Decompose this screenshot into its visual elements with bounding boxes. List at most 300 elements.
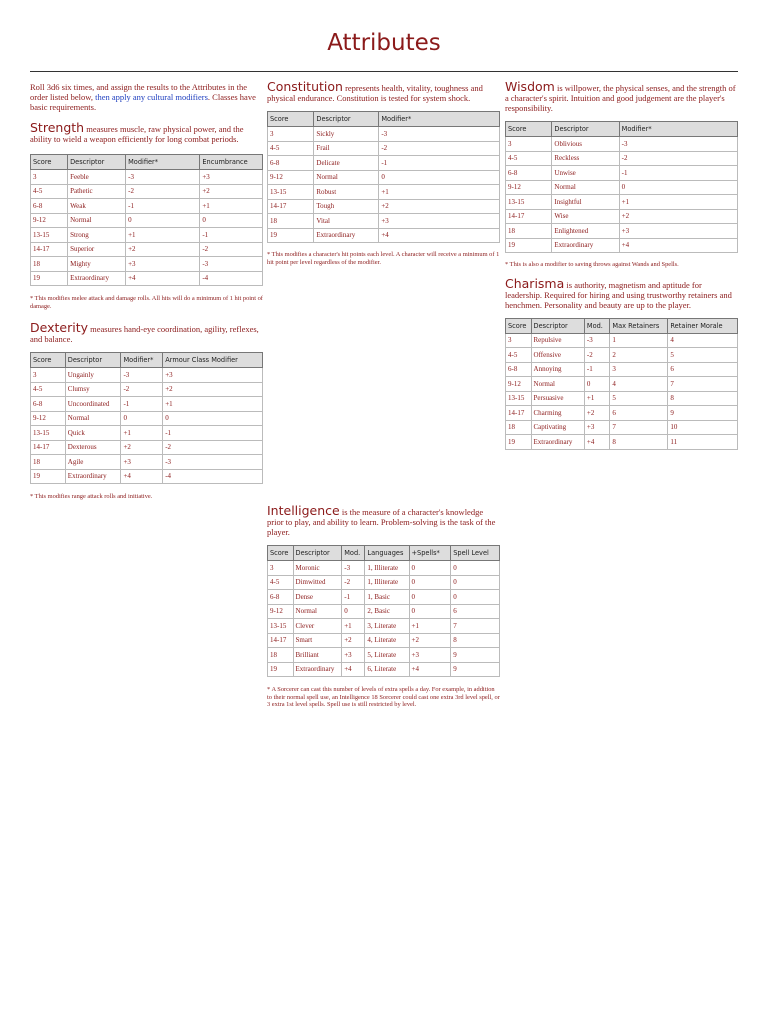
intelligence-note: * A Sorcerer can cast this number of levels of extra spells a day. For example, in addition to their normal spell use, an Intelligence 18 Sorcerer could cast one extra 3rd level spell, or 3 extra 1st level spells. Spell use is still restricted by level. (267, 686, 500, 709)
table-cell: 6-8 (506, 166, 552, 181)
table-cell: 0 (121, 411, 163, 426)
table-cell: 3 (610, 362, 668, 377)
table-cell: 18 (506, 224, 552, 239)
table-cell: 9-12 (268, 604, 294, 619)
table-cell: 19 (506, 238, 552, 253)
column-right (505, 79, 738, 450)
table-cell: 13-15 (268, 185, 314, 200)
table-row (268, 141, 500, 156)
constitution-header-row (268, 112, 500, 127)
table-cell: Normal (293, 604, 342, 619)
table-cell: -1 (121, 397, 163, 412)
table-row (506, 224, 738, 239)
intelligence-table (267, 545, 500, 677)
table-cell: Mighty (68, 257, 126, 272)
table-cell: Delicate (314, 156, 379, 171)
table-row (268, 561, 500, 576)
table-cell: Unwise (552, 166, 619, 181)
column-header: Retainer Morale (668, 318, 738, 333)
table-cell: +2 (409, 633, 451, 648)
table-cell: Sickly (314, 127, 379, 142)
table-row (506, 377, 738, 392)
table-cell: +4 (121, 469, 163, 484)
intelligence-section (267, 503, 500, 538)
table-cell: 19 (31, 469, 66, 484)
table-row (506, 180, 738, 195)
table-row (506, 420, 738, 435)
strength-description: measures muscle, raw physical power, and the ability to wield a weapon efficiently for long combat periods. (30, 124, 244, 144)
table-cell: Tough (314, 199, 379, 214)
column-header: Modifier* (121, 353, 163, 368)
table-cell: -1 (619, 166, 737, 181)
table-cell: +4 (584, 435, 610, 450)
table-cell: +3 (409, 648, 451, 663)
table-cell: 6-8 (31, 199, 68, 214)
table-cell: -1 (200, 228, 263, 243)
column-header: Mod. (584, 318, 610, 333)
title-divider (30, 71, 738, 72)
table-cell: Repulsive (531, 333, 584, 348)
table-cell: Pathetic (68, 184, 126, 199)
table-cell: +2 (121, 440, 163, 455)
table-cell: 19 (31, 271, 68, 286)
table-cell: 0 (451, 575, 500, 590)
table-row (31, 228, 263, 243)
table-cell: Extraordinary (314, 228, 379, 243)
table-cell: Annoying (531, 362, 584, 377)
table-cell: +1 (342, 619, 365, 634)
table-row (506, 391, 738, 406)
table-cell: 0 (409, 604, 451, 619)
column-header: +Spells* (409, 546, 451, 561)
table-cell: +3 (619, 224, 737, 239)
table-cell: -3 (584, 333, 610, 348)
table-cell: Agile (65, 455, 121, 470)
table-row (268, 662, 500, 677)
column-header: Score (268, 546, 294, 561)
table-cell: Dexterous (65, 440, 121, 455)
table-cell: 1, Illiterate (365, 575, 409, 590)
table-row (31, 271, 263, 286)
wisdom-header-row (506, 122, 738, 137)
table-cell: 4-5 (506, 348, 532, 363)
column-header: Score (506, 318, 532, 333)
table-cell: 1 (610, 333, 668, 348)
table-cell: 4 (668, 333, 738, 348)
table-cell: +3 (200, 170, 263, 185)
table-cell: +1 (121, 426, 163, 441)
table-row (506, 166, 738, 181)
table-cell: 14-17 (268, 199, 314, 214)
table-cell: -1 (379, 156, 500, 171)
constitution-heading: Constitution (267, 79, 343, 94)
column-header: Modifier* (619, 122, 737, 137)
table-cell: +4 (126, 271, 200, 286)
charisma-header-row (506, 318, 738, 333)
table-cell: 19 (268, 228, 314, 243)
table-cell: Extraordinary (531, 435, 584, 450)
column-header: Spell Level (451, 546, 500, 561)
table-cell: -2 (163, 440, 263, 455)
table-cell: Moronic (293, 561, 342, 576)
table-cell: +2 (619, 209, 737, 224)
strength-note: * This modifies melee attack and damage rolls. All hits will do a minimum of 1 hit point of damage. (30, 295, 263, 310)
table-cell: 8 (610, 435, 668, 450)
table-cell: 0 (163, 411, 263, 426)
table-cell: -3 (200, 257, 263, 272)
table-cell: -2 (121, 382, 163, 397)
table-cell: 18 (268, 214, 314, 229)
table-cell: 3 (506, 137, 552, 152)
table-cell: 0 (409, 590, 451, 605)
table-cell: -3 (126, 170, 200, 185)
table-row (268, 619, 500, 634)
column-middle (267, 79, 500, 709)
table-cell: +1 (200, 199, 263, 214)
table-cell: 9 (451, 662, 500, 677)
column-header: Score (268, 112, 314, 127)
table-cell: Superior (68, 242, 126, 257)
table-cell: -1 (342, 590, 365, 605)
dexterity-table (30, 352, 263, 484)
table-row (268, 604, 500, 619)
intelligence-header-row (268, 546, 500, 561)
table-cell: Persuasive (531, 391, 584, 406)
table-row (31, 455, 263, 470)
column-header: Modifier* (126, 155, 200, 170)
table-row (31, 469, 263, 484)
table-cell: 5, Literate (365, 648, 409, 663)
table-row (506, 209, 738, 224)
table-row (268, 575, 500, 590)
wisdom-description: is willpower, the physical senses, and the strength of a character's spirit. Intuition and good judgement are the player's responsibility. (505, 83, 736, 113)
constitution-table (267, 111, 500, 243)
table-cell: +1 (163, 397, 263, 412)
table-row (31, 242, 263, 257)
table-cell: +2 (163, 382, 263, 397)
table-cell: 4-5 (506, 151, 552, 166)
dexterity-description: measures hand-eye coordination, agility, reflexes, and balance. (30, 324, 259, 345)
table-row (506, 137, 738, 152)
table-row (31, 397, 263, 412)
table-cell: 19 (268, 662, 294, 677)
table-cell: 10 (668, 420, 738, 435)
table-cell: -4 (163, 469, 263, 484)
table-cell: 8 (451, 633, 500, 648)
table-cell: Vital (314, 214, 379, 229)
table-cell: Robust (314, 185, 379, 200)
table-cell: 6 (451, 604, 500, 619)
table-cell: +2 (342, 633, 365, 648)
table-cell: Reckless (552, 151, 619, 166)
charisma-heading: Charisma (505, 275, 565, 291)
column-header: Mod. (342, 546, 365, 561)
table-row (506, 435, 738, 450)
table-cell: Insightful (552, 195, 619, 210)
table-cell: 4-5 (31, 382, 66, 397)
table-cell: 7 (610, 420, 668, 435)
dexterity-header-row (31, 353, 263, 368)
table-row (268, 170, 500, 185)
table-cell: +4 (409, 662, 451, 677)
strength-table (30, 154, 263, 286)
table-cell: 0 (451, 590, 500, 605)
table-row (268, 633, 500, 648)
table-row (31, 184, 263, 199)
table-cell: -4 (200, 271, 263, 286)
strength-header-row (31, 155, 263, 170)
page-title: Attributes (327, 30, 441, 56)
table-cell: +3 (342, 648, 365, 663)
table-row (31, 440, 263, 455)
table-cell: 6, Literate (365, 662, 409, 677)
table-cell: 7 (451, 619, 500, 634)
table-cell: 0 (200, 213, 263, 228)
table-cell: 14-17 (268, 633, 294, 648)
intro-paragraph (30, 82, 263, 112)
table-cell: -3 (121, 368, 163, 383)
table-cell: -3 (163, 455, 263, 470)
table-cell: Normal (68, 213, 126, 228)
table-cell: +1 (409, 619, 451, 634)
intro-text-end: . Classes have basic requirements. (30, 92, 256, 112)
table-row (506, 406, 738, 421)
table-row (268, 590, 500, 605)
column-header: Descriptor (293, 546, 342, 561)
table-cell: 1, Basic (365, 590, 409, 605)
table-cell: 11 (668, 435, 738, 450)
wisdom-section (505, 79, 738, 113)
table-cell: -2 (379, 141, 500, 156)
table-row (31, 170, 263, 185)
table-row (268, 228, 500, 243)
table-cell: 14-17 (31, 440, 66, 455)
table-cell: -3 (619, 137, 737, 152)
table-cell: 9-12 (31, 213, 68, 228)
table-row (268, 214, 500, 229)
column-header: Descriptor (531, 318, 584, 333)
table-cell: 4-5 (31, 184, 68, 199)
intelligence-heading: Intelligence (267, 503, 340, 519)
table-row (506, 348, 738, 363)
table-row (31, 368, 263, 383)
table-cell: 13-15 (31, 426, 66, 441)
table-cell: -1 (584, 362, 610, 377)
table-cell: -3 (342, 561, 365, 576)
table-cell: Offensive (531, 348, 584, 363)
table-cell: 13-15 (506, 195, 552, 210)
table-cell: 13-15 (31, 228, 68, 243)
table-cell: 18 (506, 420, 532, 435)
charisma-description: is authority, magnetism and aptitude for leadership. Required for hiring and using trustworthy retainers and henchmen. Personality and beauty are up to the player. (505, 279, 732, 310)
column-header: Encumbrance (200, 155, 263, 170)
table-cell: +2 (379, 199, 500, 214)
table-cell: Frail (314, 141, 379, 156)
strength-heading: Strength (30, 120, 85, 135)
table-cell: 7 (668, 377, 738, 392)
table-row (268, 648, 500, 663)
table-cell: 0 (126, 213, 200, 228)
strength-section (30, 120, 263, 144)
column-header: Modifier* (379, 112, 500, 127)
intelligence-description: is the measure of a character's knowledge prior to play, and ability to learn. Problem-solving is the task of the player. (267, 507, 496, 538)
column-header: Score (31, 155, 68, 170)
table-cell: Wise (552, 209, 619, 224)
table-cell: -2 (584, 348, 610, 363)
table-cell: 9-12 (31, 411, 66, 426)
table-cell: +1 (619, 195, 737, 210)
wisdom-heading: Wisdom (505, 79, 555, 94)
table-cell: -2 (126, 184, 200, 199)
table-cell: 0 (409, 561, 451, 576)
table-cell: Clever (293, 619, 342, 634)
table-cell: Dense (293, 590, 342, 605)
table-row (268, 156, 500, 171)
column-header: Score (31, 353, 66, 368)
table-cell: 9 (451, 648, 500, 663)
column-left (30, 82, 263, 501)
table-cell: +3 (163, 368, 263, 383)
table-cell: +4 (379, 228, 500, 243)
column-header: Descriptor (65, 353, 121, 368)
table-cell: -3 (379, 127, 500, 142)
table-cell: +3 (379, 214, 500, 229)
table-cell: Feeble (68, 170, 126, 185)
table-cell: 0 (619, 180, 737, 195)
table-cell: 6 (668, 362, 738, 377)
table-cell: +1 (584, 391, 610, 406)
table-cell: 18 (31, 455, 66, 470)
table-cell: 14-17 (506, 406, 532, 421)
table-cell: 6-8 (31, 397, 66, 412)
column-header: Max Retainers (610, 318, 668, 333)
table-row (31, 411, 263, 426)
table-cell: -2 (619, 151, 737, 166)
table-cell: -1 (126, 199, 200, 214)
table-cell: Clumsy (65, 382, 121, 397)
table-cell: Enlightened (552, 224, 619, 239)
table-cell: +4 (342, 662, 365, 677)
table-cell: Dimwitted (293, 575, 342, 590)
table-cell: 4 (610, 377, 668, 392)
table-cell: 9-12 (506, 377, 532, 392)
table-cell: 5 (610, 391, 668, 406)
table-cell: Charming (531, 406, 584, 421)
charisma-section (505, 275, 738, 310)
table-cell: Normal (65, 411, 121, 426)
table-row (268, 199, 500, 214)
constitution-section (267, 79, 500, 103)
table-row (506, 333, 738, 348)
table-row (506, 238, 738, 253)
table-cell: Normal (552, 180, 619, 195)
table-row (506, 195, 738, 210)
constitution-description: represents health, vitality, toughness and physical endurance. Constitution is tested for system shock. (267, 83, 483, 103)
table-cell: 14-17 (506, 209, 552, 224)
table-cell: 0 (342, 604, 365, 619)
table-cell: -2 (342, 575, 365, 590)
table-cell: Normal (531, 377, 584, 392)
table-cell: +3 (584, 420, 610, 435)
table-cell: 4-5 (268, 141, 314, 156)
column-header: Languages (365, 546, 409, 561)
table-cell: 5 (668, 348, 738, 363)
table-cell: Brilliant (293, 648, 342, 663)
wisdom-table (505, 121, 738, 253)
table-cell: 0 (409, 575, 451, 590)
table-cell: -1 (163, 426, 263, 441)
table-cell: +3 (121, 455, 163, 470)
table-cell: 6 (610, 406, 668, 421)
table-cell: 4-5 (268, 575, 294, 590)
table-row (31, 382, 263, 397)
column-header: Descriptor (68, 155, 126, 170)
table-cell: 8 (668, 391, 738, 406)
table-cell: 13-15 (506, 391, 532, 406)
table-cell: 2 (610, 348, 668, 363)
table-row (31, 213, 263, 228)
table-row (506, 362, 738, 377)
table-cell: 0 (379, 170, 500, 185)
table-cell: Ungainly (65, 368, 121, 383)
table-cell: Extraordinary (293, 662, 342, 677)
table-cell: 3 (506, 333, 532, 348)
table-cell: 6-8 (268, 156, 314, 171)
table-cell: 6-8 (506, 362, 532, 377)
table-cell: Quick (65, 426, 121, 441)
dexterity-heading: Dexterity (30, 320, 88, 336)
table-cell: 3 (31, 368, 66, 383)
table-cell: 19 (506, 435, 532, 450)
table-cell: Strong (68, 228, 126, 243)
table-cell: +1 (126, 228, 200, 243)
table-row (31, 426, 263, 441)
table-cell: 18 (268, 648, 294, 663)
table-cell: 0 (584, 377, 610, 392)
table-cell: +3 (126, 257, 200, 272)
table-cell: 3 (31, 170, 68, 185)
dexterity-section (30, 320, 263, 345)
table-cell: 2, Basic (365, 604, 409, 619)
table-cell: 13-15 (268, 619, 294, 634)
cultural-modifiers-link[interactable]: then apply any cultural modifiers (95, 92, 208, 102)
intro-text: Roll 3d6 six times, and assign the results to the Attributes in the order listed below, (30, 82, 247, 102)
table-cell: Weak (68, 199, 126, 214)
table-cell: +1 (379, 185, 500, 200)
table-cell: 18 (31, 257, 68, 272)
table-cell: Smart (293, 633, 342, 648)
column-header: Armour Class Modifier (163, 353, 263, 368)
table-row (31, 199, 263, 214)
column-header: Descriptor (314, 112, 379, 127)
table-cell: 3 (268, 127, 314, 142)
table-cell: 9-12 (506, 180, 552, 195)
column-header: Score (506, 122, 552, 137)
wisdom-note: * This is also a modifier to saving throws against Wands and Spells. (505, 261, 679, 268)
table-cell: Captivating (531, 420, 584, 435)
dexterity-note: * This modifies range attack rolls and initiative. (30, 493, 153, 501)
table-cell: 4, Literate (365, 633, 409, 648)
table-cell: 9-12 (268, 170, 314, 185)
table-cell: 0 (451, 561, 500, 576)
constitution-note: * This modifies a character's hit points each level. A character will receive a minimum of 1 hit point per level regardless of the modifier. (267, 251, 500, 266)
table-cell: Extraordinary (65, 469, 121, 484)
table-row (506, 151, 738, 166)
table-cell: 3, Literate (365, 619, 409, 634)
table-cell: 6-8 (268, 590, 294, 605)
table-cell: 14-17 (31, 242, 68, 257)
table-cell: Normal (314, 170, 379, 185)
